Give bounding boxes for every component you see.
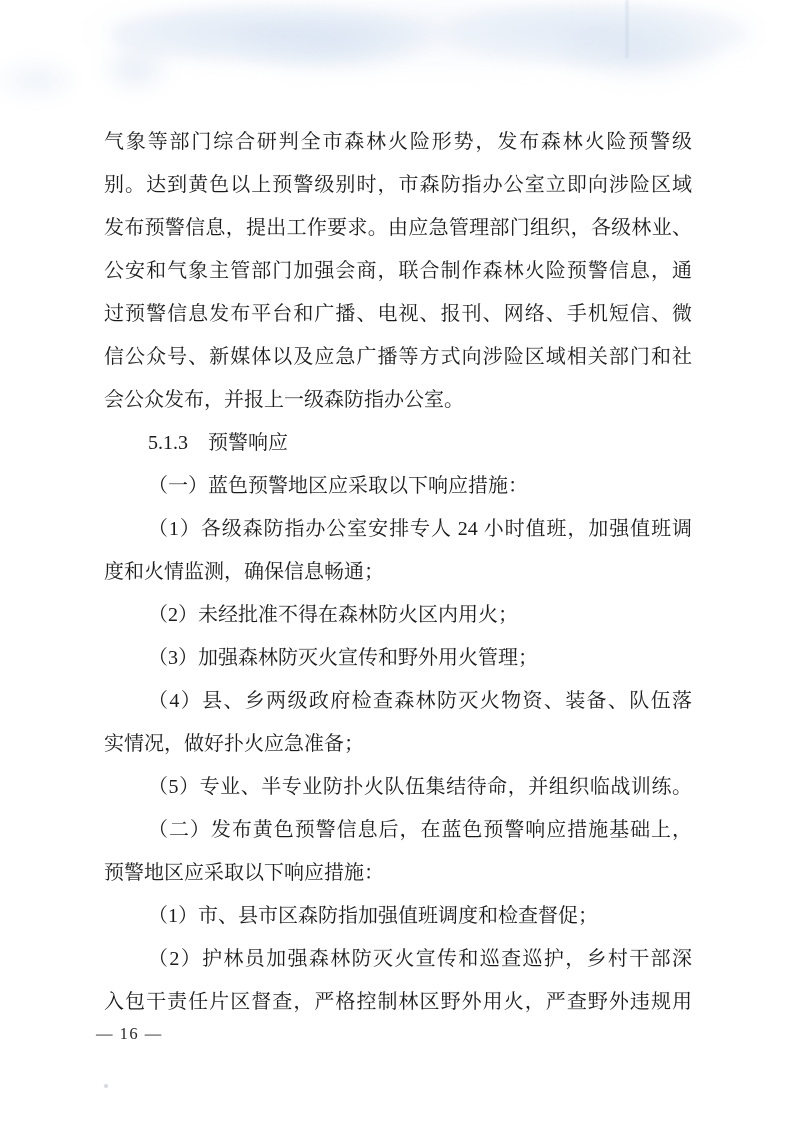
text-line: （5）专业、半专业防扑火队伍集结待命，并组织临战训练。	[148, 776, 692, 798]
scan-smudge	[555, 28, 725, 86]
text-line: （2）护林员加强森林防灭火宣传和巡查巡护，乡村干部深	[148, 948, 692, 970]
text-line: 度和火情监测，确保信息畅通；	[104, 561, 384, 583]
scan-smudge	[112, 6, 442, 64]
section-heading: 5.1.3 预警响应	[148, 432, 288, 454]
text-line: 气象等部门综合研判全市森林火险形势，发布森林火险预警级	[104, 131, 692, 153]
text-line: （二）发布黄色预警信息后，在蓝色预警响应措施基础上，	[148, 819, 692, 841]
scan-smudge	[440, 4, 750, 66]
text-line: 发布预警信息，提出工作要求。由应急管理部门组织，各级林业、	[104, 217, 692, 239]
scan-streak-artifact	[626, 0, 628, 58]
scan-smudge	[88, 0, 760, 72]
scan-speck-artifact	[104, 1084, 108, 1088]
scan-smudge	[0, 55, 75, 105]
text-line: 预警地区应采取以下响应措施：	[104, 862, 384, 884]
text-line: 公安和气象主管部门加强会商，联合制作森林火险预警信息，通	[104, 260, 692, 282]
text-line: 会公众发布，并报上一级森防指办公室。	[104, 389, 464, 411]
text-line: 入包干责任片区督查，严格控制林区野外用火，严查野外违规用	[104, 991, 692, 1013]
scan-smudge	[96, 42, 176, 97]
scan-bleed-artifact	[0, 0, 794, 110]
text-line: （3）加强森林防灭火宣传和野外用火管理；	[148, 647, 538, 669]
text-line: 信公众号、新媒体以及应急广播等方式向涉险区域相关部门和社	[104, 346, 692, 368]
text-line: （1）各级森防指办公室安排专人 24 小时值班，加强值班调	[148, 518, 692, 540]
document-body	[104, 121, 692, 1024]
text-line: （一）蓝色预警地区应采取以下响应措施：	[148, 475, 528, 497]
text-line: 实情况，做好扑火应急准备；	[104, 733, 364, 755]
page-number: — 16 —	[96, 1024, 163, 1043]
text-line: （4）县、乡两级政府检查森林防灭火物资、装备、队伍落	[148, 690, 692, 712]
text-line: （1）市、县市区森防指加强值班调度和检查督促；	[148, 905, 598, 927]
text-line: 过预警信息发布平台和广播、电视、报刊、网络、手机短信、微	[104, 303, 692, 325]
text-line: 别。达到黄色以上预警级别时，市森防指办公室立即向涉险区域	[104, 174, 692, 196]
text-line: （2）未经批准不得在森林防火区内用火；	[148, 604, 518, 626]
scan-smudge	[235, 22, 425, 77]
